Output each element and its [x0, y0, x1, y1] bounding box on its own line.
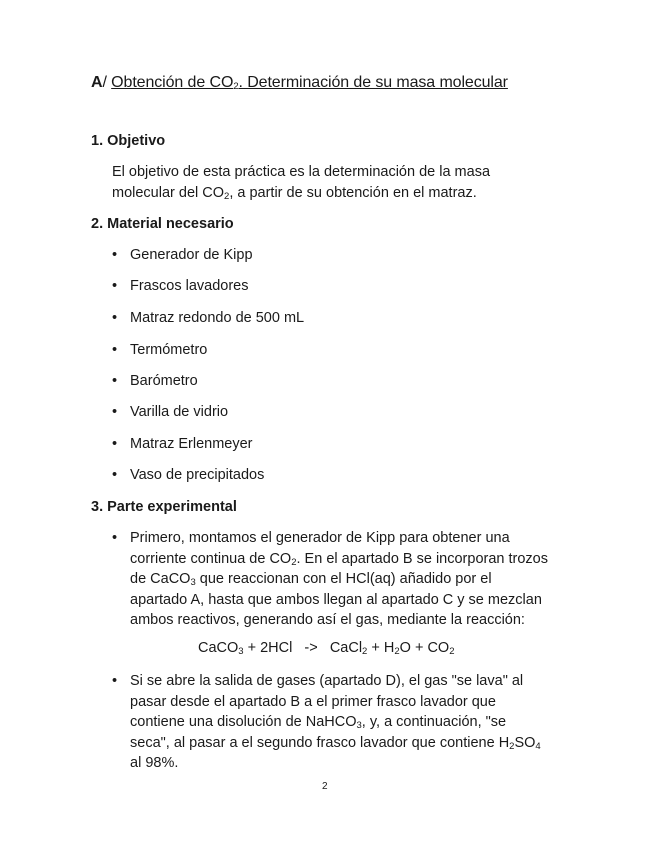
p2-line-2: pasar desde el apartado B a el primer frasco lavador que: [130, 693, 496, 710]
bullet-icon: •: [112, 342, 118, 358]
paragraph-2-lines: [130, 671, 541, 774]
bullet-icon: •: [112, 373, 118, 389]
bullet-icon: •: [112, 436, 118, 452]
p2-line-4: [130, 733, 541, 754]
p1-line-3-b: que reaccionan con el HCl(aq) añadido por el: [195, 571, 492, 587]
bullet-icon: •: [112, 673, 118, 689]
list-item-label: Generador de Kipp: [130, 247, 253, 263]
p1-line-2: [130, 549, 548, 570]
p2-line-3: [130, 712, 541, 733]
title-slash: /: [102, 74, 112, 91]
title-text: [111, 74, 508, 91]
list-item-label: Matraz Erlenmeyer: [130, 436, 253, 452]
eq-sub-d: 2: [449, 646, 455, 657]
paragraph-1-lines: [130, 528, 548, 631]
p1-line-3: [130, 569, 548, 590]
section-title: [91, 74, 508, 92]
p2-line-3-sub: 3: [356, 720, 362, 731]
objetivo-line-2-a: molecular del CO: [112, 185, 225, 201]
p2-line-5: al 98%.: [130, 755, 179, 771]
eq-sub-b: 2: [362, 646, 368, 657]
p2-line-3-b: , y, a continuación, "se: [361, 714, 507, 730]
p1-line-1: Primero, montamos el generador de Kipp para obtener una: [130, 530, 510, 546]
heading-objetivo: 1. Objetivo: [91, 133, 166, 149]
objetivo-paragraph: [112, 162, 490, 204]
p1-line-5: ambos reactivos, generando así el gas, mediante la reacción:: [130, 612, 525, 628]
p1-line-2-b: . En el apartado B se incorporan trozos: [296, 550, 548, 567]
p1-line-3-a: de CaCO: [130, 571, 191, 587]
p1-line-2-a: corriente continua de CO: [130, 550, 292, 567]
p2-line-3-a: contiene una disolución de NaHCO: [130, 714, 357, 730]
list-item-label: Frascos lavadores: [130, 278, 249, 294]
p2-line-4-a: seca", al pasar a el segundo frasco lavador que contiene H: [130, 734, 510, 751]
chemical-equation: [198, 640, 455, 656]
p2-line-4-sub1: 2: [509, 740, 515, 752]
p1-line-3-sub: 3: [190, 577, 196, 588]
objetivo-line-1: El objetivo de esta práctica es la determinación de la masa: [112, 164, 491, 180]
title-text-a: Obtención de CO: [111, 74, 234, 91]
eq-part-b: + 2HCl -> CaCl: [243, 640, 363, 656]
list-item-label: Vaso de precipitados: [130, 467, 265, 483]
list-item-label: Barómetro: [130, 373, 198, 389]
bullet-icon: •: [112, 530, 118, 546]
eq-part-a: CaCO: [198, 640, 239, 656]
p2-line-4-b: SO: [514, 734, 536, 751]
list-item-label: Termómetro: [130, 342, 208, 358]
objetivo-line-2-sub: 2: [224, 191, 230, 202]
eq-part-c: + H: [367, 640, 395, 656]
bullet-icon: •: [112, 467, 118, 483]
list-item-label: Varilla de vidrio: [130, 404, 229, 420]
p2-line-1: Si se abre la salida de gases (apartado D), el gas "se lava" al: [130, 673, 524, 689]
page-number: 2: [322, 781, 328, 792]
bullet-icon: •: [112, 278, 118, 294]
heading-material: 2. Material necesario: [91, 216, 234, 232]
objetivo-line-2: [112, 183, 490, 204]
list-item-label: Matraz redondo de 500 mL: [130, 310, 305, 326]
heading-experimental: 3. Parte experimental: [91, 499, 237, 515]
bullet-icon: •: [112, 310, 118, 326]
objetivo-line-2-b: , a partir de su obtención en el matraz.: [229, 185, 477, 201]
bullet-icon: •: [112, 404, 118, 420]
eq-sub-c: 2: [394, 646, 400, 657]
title-subscript: 2: [233, 81, 239, 92]
title-text-b: . Determinación de su masa molecular: [238, 74, 508, 91]
p1-line-4: apartado A, hasta que ambos llegan al apartado C y se mezclan: [130, 591, 542, 608]
eq-part-d: O + CO: [399, 640, 450, 656]
eq-sub-a: 3: [238, 646, 244, 657]
p2-line-4-sub2: 4: [535, 740, 541, 752]
title-prefix: A: [91, 74, 103, 91]
bullet-icon: •: [112, 247, 118, 263]
p1-line-2-sub: 2: [291, 556, 297, 568]
